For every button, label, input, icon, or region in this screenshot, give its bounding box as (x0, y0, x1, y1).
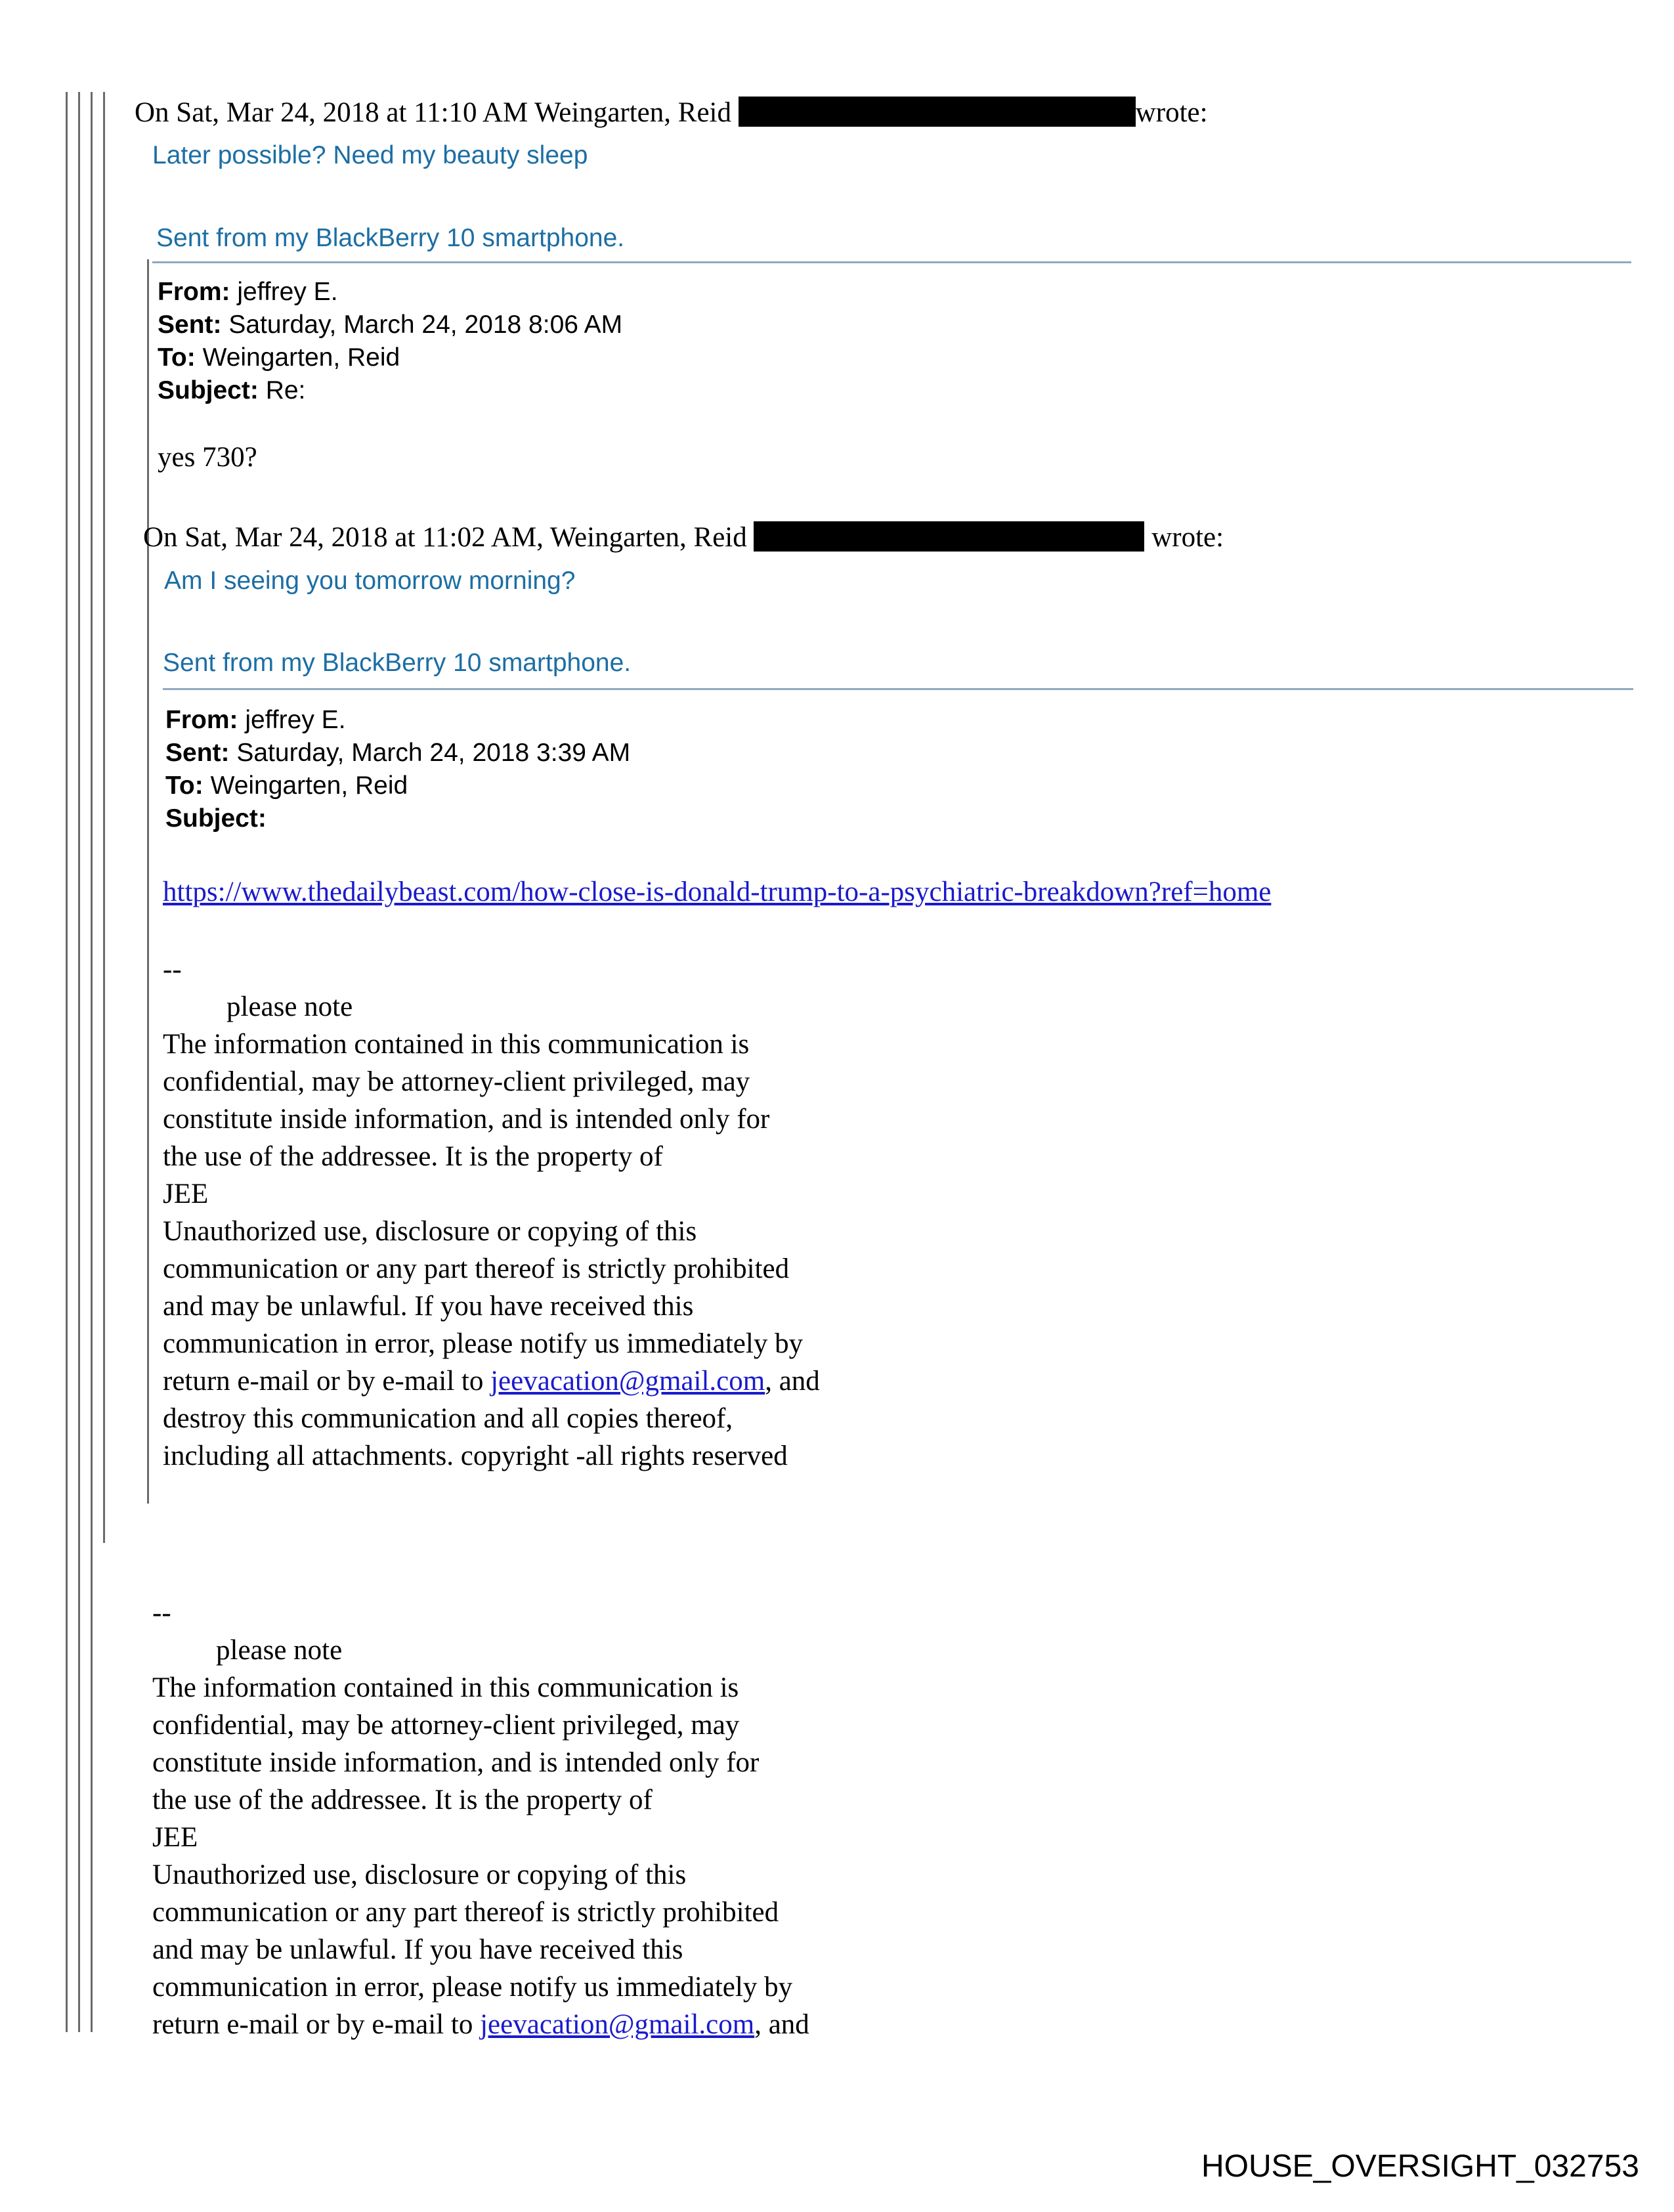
email-line-suffix: , and (754, 2009, 809, 2040)
message-2-body: yes 730? (158, 442, 257, 473)
message-3-signature: Sent from my BlackBerry 10 smartphone. (163, 649, 632, 677)
disclaimer-line: Unauthorized use, disclosure or copying of this (152, 1859, 687, 1890)
disclaimer-line: confidential, may be attorney-client privileged, may (152, 1710, 740, 1741)
disclaimer-block-1 (163, 951, 820, 1475)
header-1-subject-line (158, 374, 622, 407)
disclaimer-line: communication or any part thereof is strictly prohibited (152, 1897, 779, 1928)
redacted-email-address-2 (754, 521, 1144, 552)
header-2-subject-line (165, 802, 630, 835)
subject-label: Subject: (165, 804, 267, 833)
disclaimer-email-line (163, 1362, 820, 1400)
disclaimer-line: and may be unlawful. If you have received this (163, 1291, 694, 1322)
subject-label: Subject: (158, 376, 259, 404)
disclaimer-line: and may be unlawful. If you have received this (152, 1934, 683, 1965)
sent-value: Saturday, March 24, 2018 3:39 AM (236, 739, 631, 767)
quote-indicator-line (103, 92, 105, 1543)
disclaimer-line: The information contained in this communication is (152, 1672, 739, 1703)
email-header-1 (158, 276, 622, 407)
disclaimer-line: communication in error, please notify us immediately by (152, 1972, 793, 2003)
disclaimer-line: communication or any part thereof is strictly prohibited (163, 1253, 790, 1284)
disclaimer-line: the use of the addressee. It is the property of (152, 1785, 653, 1815)
header-1-from-line (158, 276, 622, 309)
separator-dashes: -- (152, 1597, 171, 1628)
attribution-2-text: On Sat, Mar 24, 2018 at 11:02 AM, Weingarten, Reid (143, 522, 747, 553)
please-note: please note (226, 991, 353, 1022)
from-value: jeffrey E. (237, 278, 338, 306)
quote-attribution-1 (135, 94, 1208, 131)
disclaimer-line: constitute inside information, and is intended only for (163, 1104, 770, 1135)
disclaimer-block-2 (152, 1594, 809, 2043)
header-1-sent-line (158, 309, 622, 341)
disclaimer-email-link[interactable]: jeevacation@gmail.com (490, 1366, 765, 1397)
sent-label: Sent: (165, 739, 230, 767)
disclaimer-line: JEE (152, 1822, 198, 1853)
header-divider-2 (163, 688, 1633, 690)
email-line-suffix: , and (765, 1366, 820, 1397)
disclaimer-line: The information contained in this communication is (163, 1029, 750, 1060)
message-3-body: Am I seeing you tomorrow morning? (164, 567, 576, 595)
quote-indicator-line (78, 92, 80, 2032)
separator-dashes: -- (163, 954, 182, 985)
subject-value: Re: (265, 376, 306, 404)
quote-attribution-2 (143, 519, 1224, 556)
please-note: please note (216, 1635, 343, 1666)
to-label: To: (165, 771, 204, 800)
email-line-prefix: return e-mail or by e-mail to (163, 1366, 484, 1397)
message-1-body: Later possible? Need my beauty sleep (152, 141, 588, 169)
sent-value: Saturday, March 24, 2018 8:06 AM (228, 311, 623, 339)
article-link-line (163, 873, 1271, 911)
message-1-signature: Sent from my BlackBerry 10 smartphone. (156, 224, 625, 252)
sent-label: Sent: (158, 311, 222, 339)
disclaimer-email-link[interactable]: jeevacation@gmail.com (480, 2009, 755, 2040)
disclaimer-line: confidential, may be attorney-client privileged, may (163, 1066, 750, 1097)
bates-number: HOUSE_OVERSIGHT_032753 (1201, 2149, 1639, 2184)
disclaimer-line: communication in error, please notify us immediately by (163, 1328, 804, 1359)
article-link[interactable]: https://www.thedailybeast.com/how-close-is-donald-trump-to-a-psychiatric-breakdown?ref=home (163, 877, 1272, 907)
disclaimer-line: destroy this communication and all copies thereof, (163, 1403, 733, 1434)
to-value: Weingarten, Reid (210, 771, 408, 800)
disclaimer-line: Unauthorized use, disclosure or copying of this (163, 1216, 697, 1247)
disclaimer-line: JEE (163, 1179, 209, 1209)
from-label: From: (165, 706, 238, 734)
header-2-to-line (165, 770, 630, 802)
to-label: To: (158, 343, 196, 372)
header-divider-1 (152, 261, 1631, 263)
redacted-email-address-1 (739, 97, 1136, 127)
disclaimer-line: constitute inside information, and is intended only for (152, 1747, 760, 1778)
disclaimer-line: the use of the addressee. It is the property of (163, 1141, 663, 1172)
to-value: Weingarten, Reid (202, 343, 400, 372)
quote-indicator-line (147, 259, 149, 1504)
from-label: From: (158, 278, 230, 306)
attribution-2-wrote: wrote: (1151, 522, 1224, 553)
disclaimer-email-line (152, 2006, 809, 2043)
header-2-sent-line (165, 737, 630, 770)
quote-indicator-line (66, 92, 68, 2032)
attribution-1-wrote: wrote: (1135, 97, 1208, 128)
header-1-to-line (158, 341, 622, 374)
quote-indicator-line (91, 92, 93, 2032)
email-line-prefix: return e-mail or by e-mail to (152, 2009, 473, 2040)
email-header-2 (165, 704, 630, 835)
attribution-1-text: On Sat, Mar 24, 2018 at 11:10 AM Weingarten, Reid (135, 97, 731, 128)
disclaimer-line: including all attachments. copyright -all rights reserved (163, 1441, 788, 1471)
from-value: jeffrey E. (245, 706, 346, 734)
header-2-from-line (165, 704, 630, 737)
